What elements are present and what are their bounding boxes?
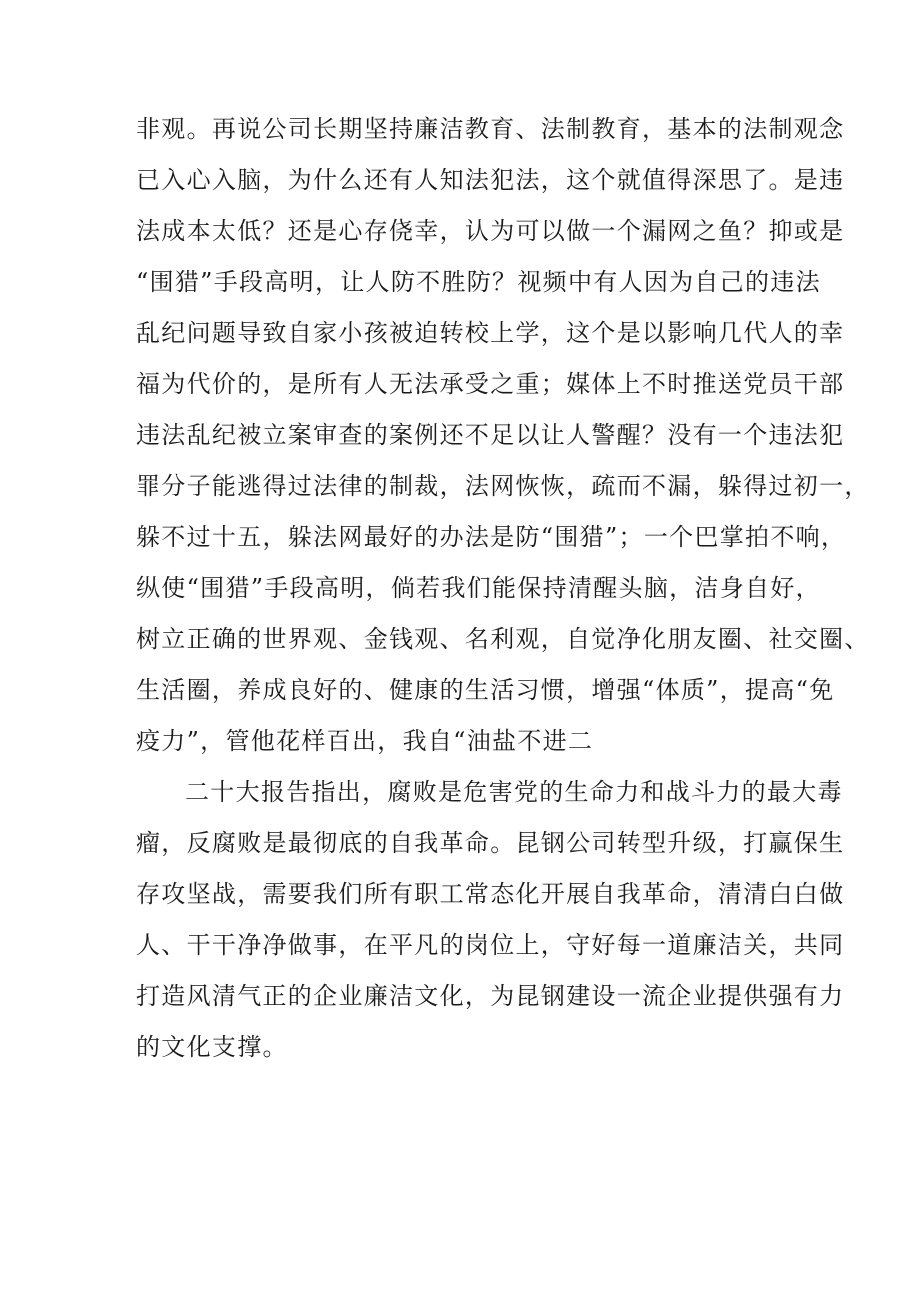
paragraph-1-line: 生活圈，养成良好的、健康的生活习惯，增强“体质”，提高“免 <box>136 676 835 704</box>
paragraph-2-line: 存攻坚战，需要我们所有职工常态化开展自我革命，清清白白做 <box>136 880 845 908</box>
paragraph-1-line: 已入心入脑，为什么还有人知法犯法，这个就值得深思了。是违 <box>136 166 845 194</box>
paragraph-2-line: 的文化支撑。 <box>136 1033 288 1061</box>
paragraph-1-line: 躲不过十五，躲法网最好的办法是防“围猎”；一个巴掌拍不响， <box>136 523 847 551</box>
paragraph-1-line: 疫力”，管他花样百出，我自“油盐不进二 <box>136 727 594 755</box>
paragraph-1-line: 违法乱纪被立案审查的案例还不足以让人警醒？没有一个违法犯 <box>136 421 845 449</box>
paragraph-1-line: 乱纪问题导致自家小孩被迫转校上学，这个是以影响几代人的幸 <box>136 319 845 347</box>
paragraph-1-line: 法成本太低？还是心存侥幸，认为可以做一个漏网之鱼？抑或是 <box>136 217 845 245</box>
paragraph-1-line: 纵使“围猎”手段高明，倘若我们能保持清醒头脑，洁身自好， <box>136 574 821 602</box>
paragraph-2-line: 瘤，反腐败是最彻底的自我革命。昆钢公司转型升级，打赢保生 <box>136 829 845 857</box>
paragraph-2-line: 人、干干净净做事，在平凡的岗位上，守好每一道廉洁关，共同 <box>136 931 845 959</box>
paragraph-1-line: 树立正确的世界观、金钱观、名利观，自觉净化朋友圈、社交圈、 <box>136 625 870 653</box>
paragraph-2-line: 打造风清气正的企业廉洁文化，为昆钢建设一流企业提供强有力 <box>136 982 845 1010</box>
paragraph-1-line: 罪分子能逃得过法律的制裁，法网恢恢，疏而不漏，躲得过初一， <box>136 472 870 500</box>
paragraph-1-line: 福为代价的，是所有人无法承受之重；媒体上不时推送党员干部 <box>136 370 845 398</box>
paragraph-1-line: “围猎”手段高明，让人防不胜防？视频中有人因为自己的违法 <box>136 268 821 296</box>
paragraph-2-line: 二十大报告指出，腐败是危害党的生命力和战斗力的最大毒 <box>185 778 843 806</box>
paragraph-1-line: 非观。再说公司长期坚持廉洁教育、法制教育，基本的法制观念 <box>136 115 845 143</box>
